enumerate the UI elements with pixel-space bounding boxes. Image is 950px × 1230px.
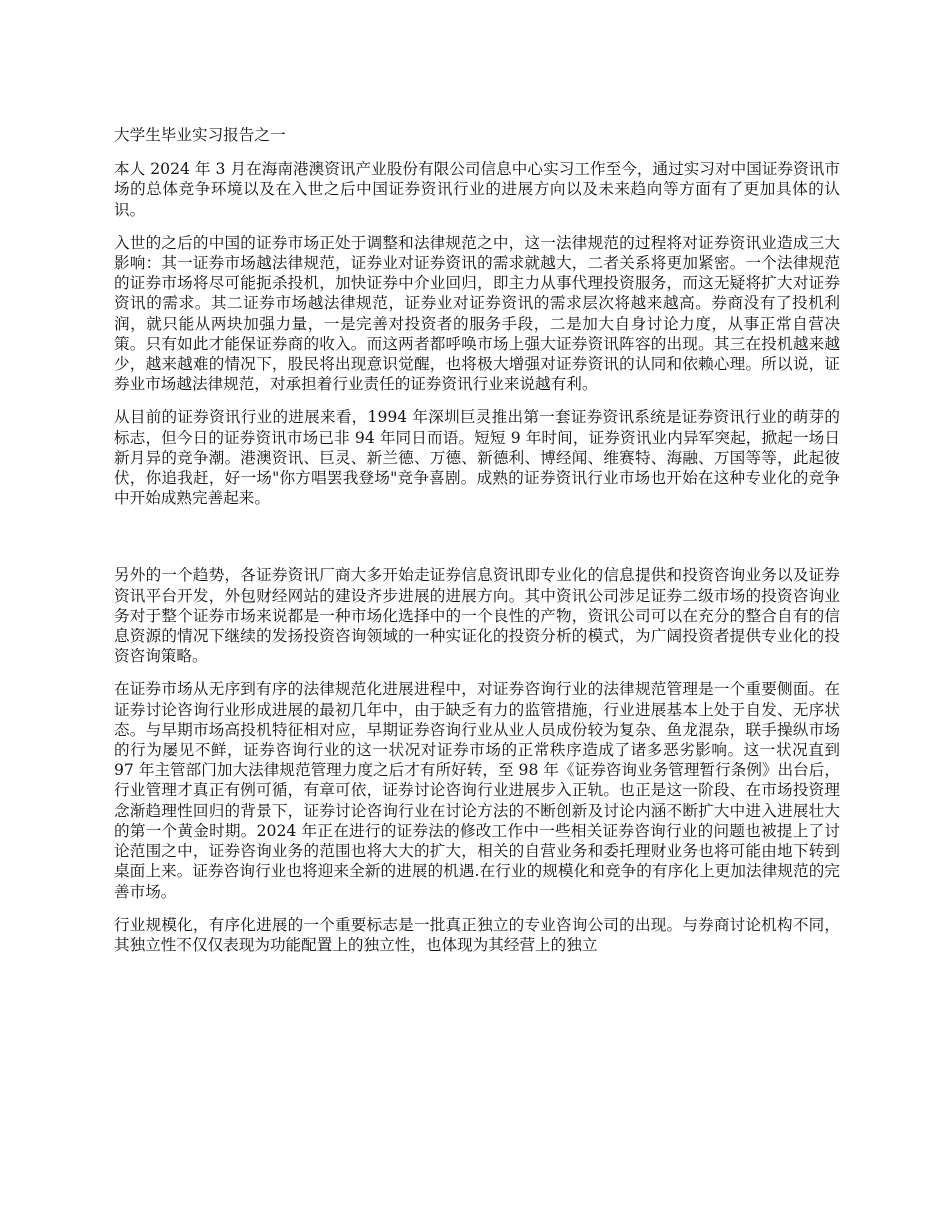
paragraph-3: 从目前的证券资讯行业的进展来看，1994 年深圳巨灵推出第一套证券资讯系统是证券资讯行业的萌芽的标志，但今日的证券资讯市场已非 94 年同日而语。短短 9 年时间，证券资讯业内异军突起，掀起一场日新月异的竞争潮。港澳资讯、巨灵、新兰德、万德、新德利、博经闻、维赛特、海融、万国等等，此起彼伏，你追我赶，好一场"你方唱罢我登场"竞争喜剧。成熟的证券资讯行业市场也开始在这种专业化的竞争中开始成熟完善起来。 xyxy=(114,408,840,508)
paragraph-5: 在证券市场从无序到有序的法律规范化进展进程中，对证券咨询行业的法律规范管理是一个重要侧面。在证券讨论咨询行业形成进展的最初几年中，由于缺乏有力的监管措施，行业进展基本上处于自发、无序状态。与早期市场高投机特征相对应，早期证券咨询行业从业人员成份较为复杂、鱼龙混杂，联手操纵市场的行为屡见不鲜，证券咨询行业的这一状况对证券市场的正常秩序造成了诸多恶劣影响。这一状况直到 97 年主管部门加大法律规范管理力度之后才有所好转，至 98 年《证券咨询业务管理暂行条例》出台后，行业管理才真正有例可循，有章可依，证券讨论咨询行业进展步入正轨。也正是这一阶段、在市场投资理念渐趋理性回归的背景下，证券讨论咨询行业在讨论方法的不断创新及讨论内涵不断扩大中进入进展壮大的第一个黄金时期。2024 年正在进行的证券法的修改工作中一些相关证券咨询行业的问题也被提上了讨论范围之中，证券咨询业务的范围也将大大的扩大，相关的自营业务和委托理财业务也将可能由地下转到桌面上来。证券咨询行业也将迎来全新的进展的机遇.在行业的规模化和竞争的有序化上更加法律规范的完善市场。 xyxy=(114,680,840,901)
paragraph-4: 另外的一个趋势，各证券资讯厂商大多开始走证券信息资讯即专业化的信息提供和投资咨询业务以及证券资讯平台开发，外包财经网站的建设齐步进展的进展方向。其中资讯公司涉足证券二级市场的投资咨询业务对于整个证券市场来说都是一种市场化选择中的一个良性的产物，资讯公司可以在充分的整合自有的信息资源的情况下继续的发扬投资咨询领域的一种实证化的投资分析的模式，为广阔投资者提供专业化的投资咨询策略。 xyxy=(114,566,840,666)
paragraph-1: 本人 2024 年 3 月在海南港澳资讯产业股份有限公司信息中心实习工作至今，通过实习对中国证券资讯市场的总体竞争环境以及在入世之后中国证券资讯行业的进展方向以及未来趋向等方面有了更加具体的认识。 xyxy=(114,160,840,219)
paragraph-2: 入世的之后的中国的证券市场正处于调整和法律规范之中，这一法律规范的过程将对证券资讯业造成三大影响：其一证券市场越法律规范，证券业对证券资讯的需求就越大，二者关系将更加紧密。一个法律规范的证券市场将尽可能扼杀投机，加快证券中介业回归，即主力从事代理投资服务，而这无疑将扩大对证券资讯的需求。其二证券市场越法律规范，证券业对证券资讯的需求层次将越来越高。券商没有了投机利润，就只能从两块加强力量，一是完善对投资者的服务手段，二是加大自身讨论力度，从事正常自营决策。只有如此才能保证券商的收入。而这两者都呼唤市场上强大证券资讯阵容的出现。其三在投机越来越少，越来越难的情况下，股民将出现意识觉醒，也将极大增强对证券资讯的认同和依赖心理。所以说，证券业市场越法律规范，对承担着行业责任的证券资讯行业来说越有利。 xyxy=(114,233,840,394)
document-page xyxy=(114,125,840,968)
paragraph-6: 行业规模化，有序化进展的一个重要标志是一批真正独立的专业咨询公司的出现。与券商讨论机构不同，其独立性不仅仅表现为功能配置上的独立性，也体现为其经营上的独立 xyxy=(114,915,840,954)
document-title: 大学生毕业实习报告之一 xyxy=(114,126,286,144)
section-gap xyxy=(114,521,840,565)
